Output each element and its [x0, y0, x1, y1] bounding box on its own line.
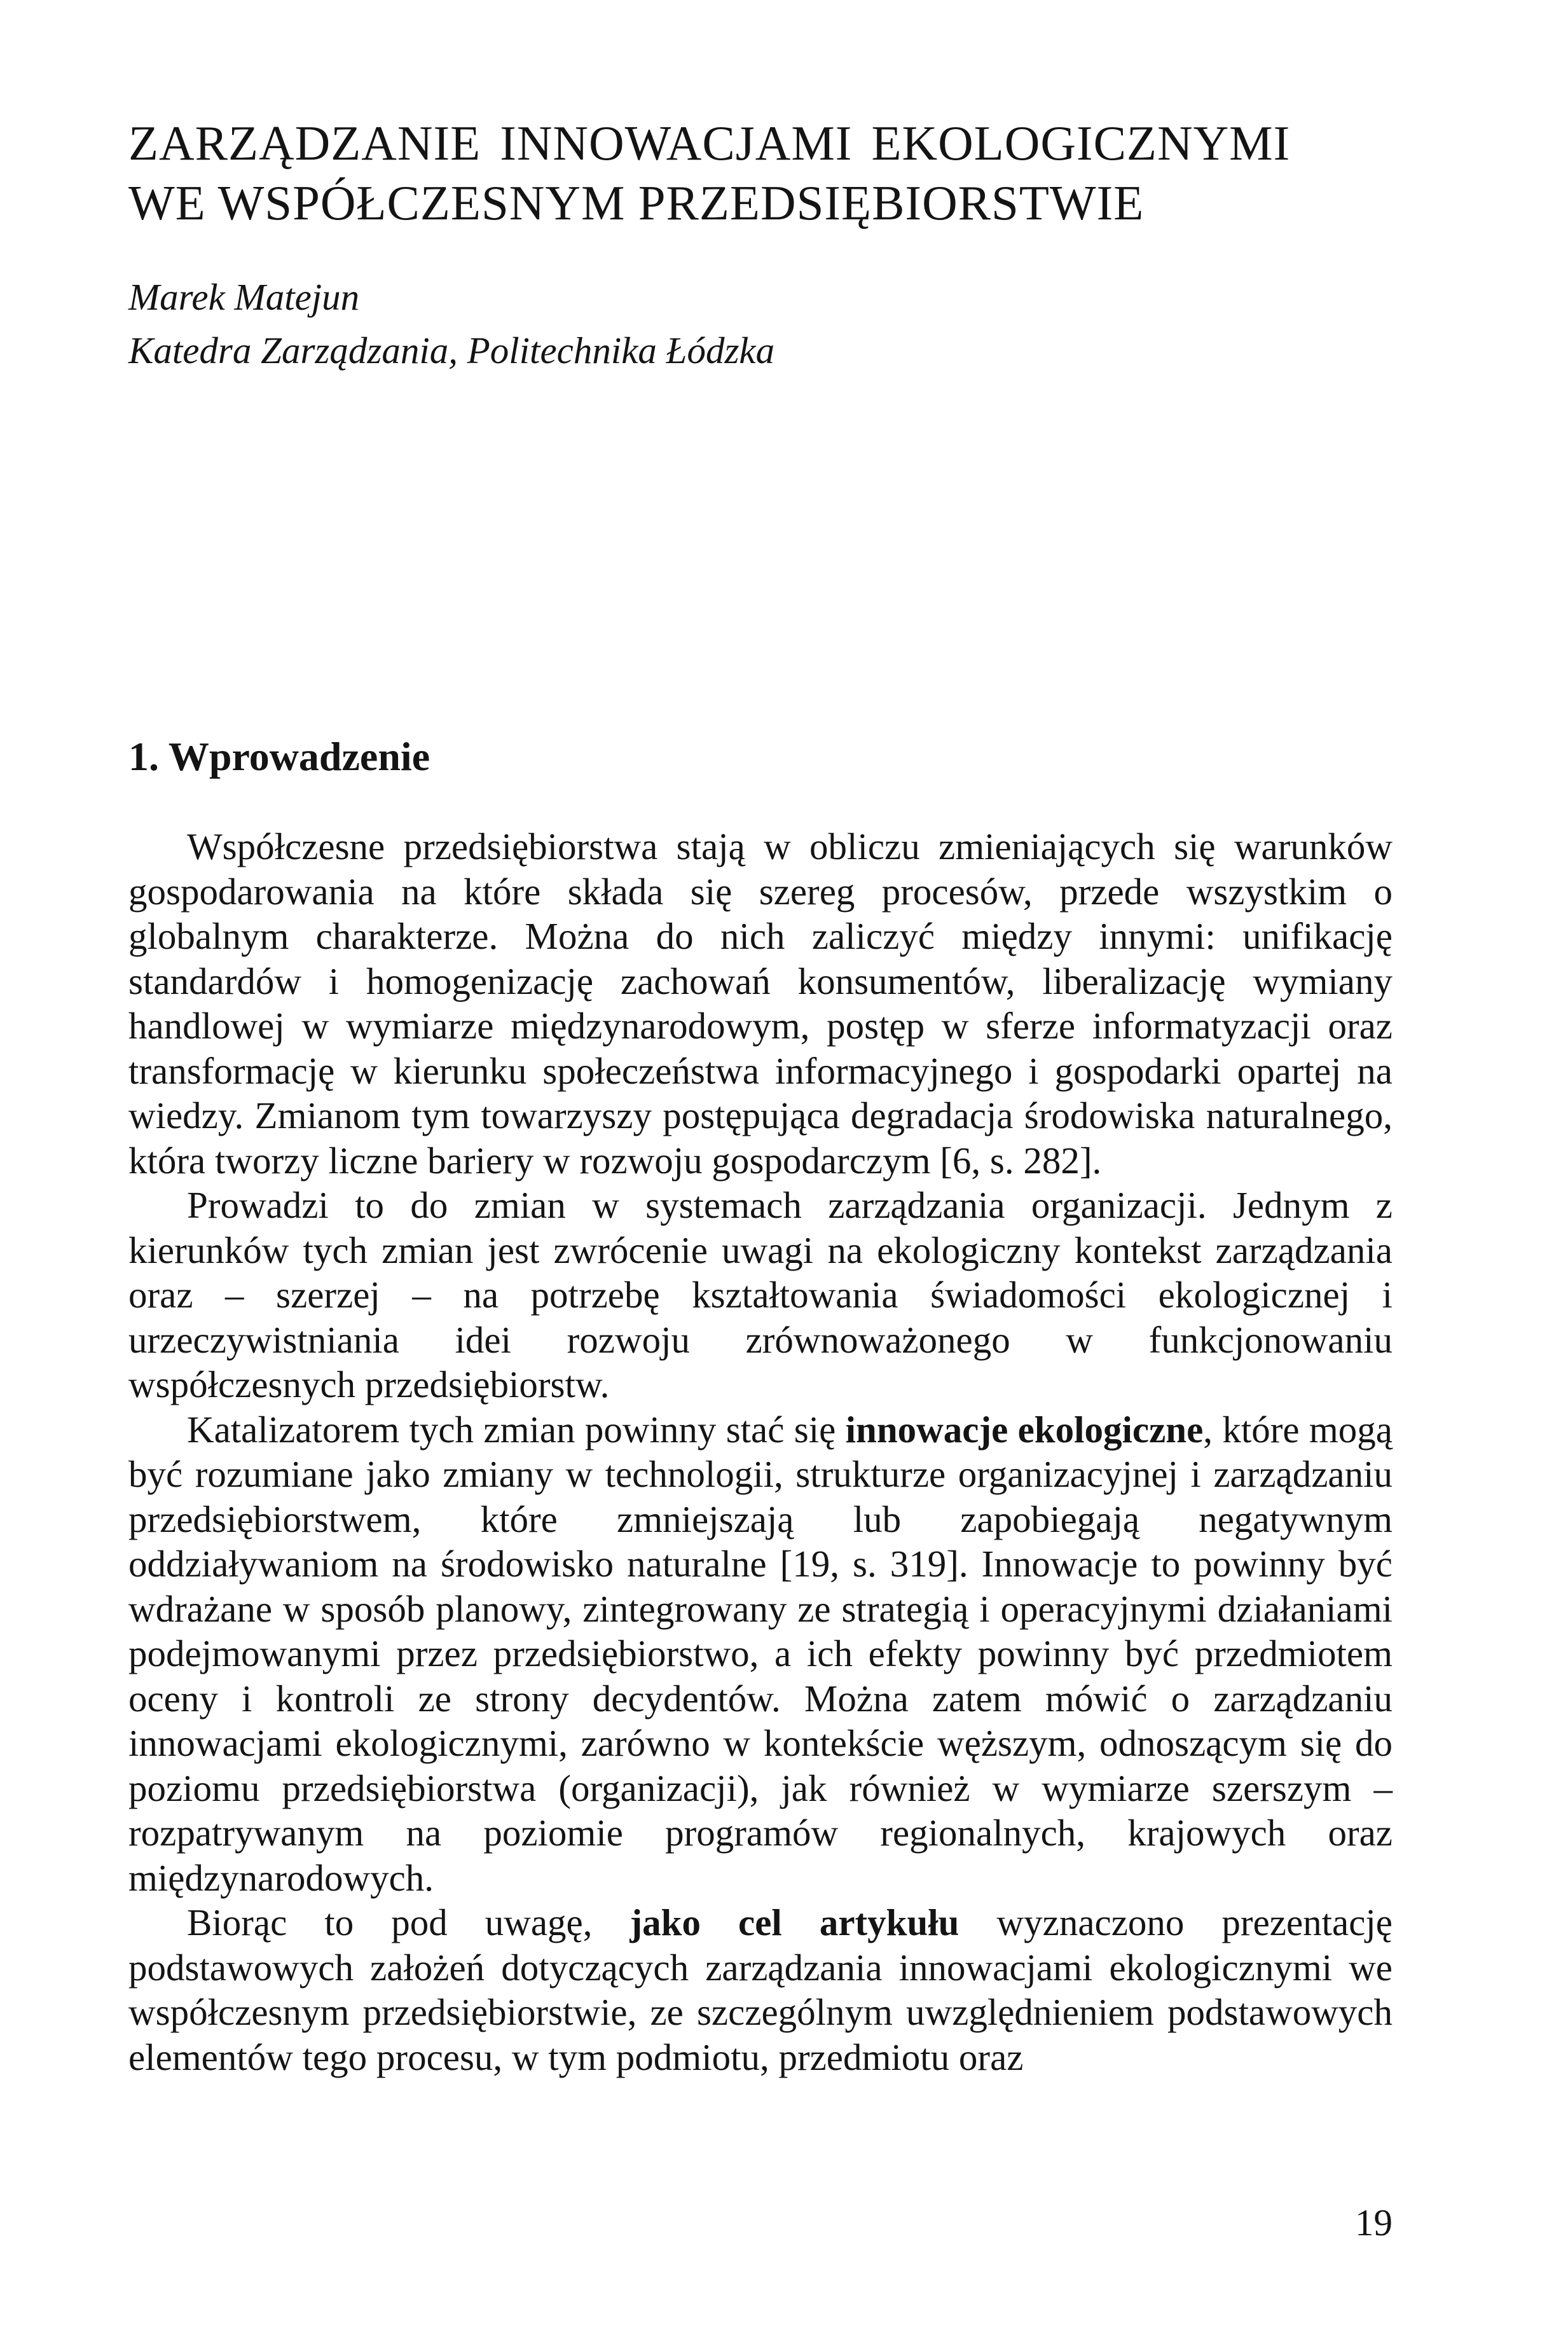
paragraph-4-bold-term: jako cel artykułu — [629, 1901, 959, 1943]
title-word: EKOLOGICZNYMI — [871, 116, 1291, 170]
paragraph-3 — [128, 1407, 1393, 1901]
paragraph-3-text-start: Katalizatorem tych zmian powinny stać się — [187, 1408, 846, 1451]
author-block — [128, 270, 774, 377]
paragraph-2: Prowadzi to do zmian w systemach zarządzania organizacji. Jednym z kierunków tych zmian jest zwrócenie uwagi na ekologiczny kontekst zarządzania oraz – szerzej – na potrzebę kształtowania świadomości ekologicznej i urzeczywistniania idei rozwoju zrównoważonego w funkcjonowaniu współczesnych przedsiębiorstw. — [128, 1184, 1393, 1405]
paragraph-4-text-end: wyznaczono prezentację podstawowych założeń dotyczących zarządzania innowacjami ekologicznymi we współczesnym przedsiębiorstwie, ze szczególnym uwzględnieniem podstawowych elementów tego procesu, w tym podmiotu, przedmiotu oraz — [128, 1901, 1393, 2078]
paragraph-1: Współczesne przedsiębiorstwa stają w obliczu zmieniających się warunków gospodarowania na które składa się szereg procesów, przede wszystkim o globalnym charakterze. Można do nich zaliczyć między innymi: unifikację standardów i homogenizację zachowań konsumentów, liberalizację wymiany handlowej w wymiarze międzynarodowym, postęp w sferze informatyzacji oraz transformację w kierunku społeczeństwa informacyjnego i gospodarki opartej na wiedzy. Zmianom tym towarzyszy postępująca degradacja środowiska naturalnego, która tworzy liczne bariery w rozwoju gospodarczym [6, s. 282]. — [128, 825, 1393, 1182]
body-text — [128, 824, 1393, 2079]
page-number: 19 — [1355, 2202, 1393, 2244]
paragraph-4-text-start: Biorąc to pod uwagę, — [187, 1901, 630, 1943]
paragraph-3-bold-term: innowacje ekologiczne — [845, 1408, 1204, 1451]
author-name: Marek Matejun — [128, 276, 360, 318]
title-word: ZARZĄDZANIE — [128, 116, 481, 170]
paragraph-4 — [128, 1900, 1393, 2079]
article-title-line-1 — [128, 113, 1400, 173]
article-title — [128, 113, 1400, 233]
paragraph-3-text-end: , które mogą być rozumiane jako zmiany w technologii, strukturze organizacyjnej i zarządzaniu przedsiębiorstwem, które zmniejszają lub zapobiegają negatywnym oddziaływaniom na środowisko naturalne [19, s. 319]. Innowacje to powinny być wdrażane w sposób planowy, zintegrowany ze strategią i operacyjnymi działaniami podejmowanymi przez przedsiębiorstwo, a ich efekty powinny być przedmiotem oceny i kontroli ze strony decydentów. Można zatem mówić o zarządzaniu innowacjami ekologicznymi, zarówno w kontekście węższym, odnoszącym się do poziomu przedsiębiorstwa (organizacji), jak również w wymiarze szerszym – rozpatrywanym na poziomie programów regionalnych, krajowych oraz międzynarodowych. — [128, 1408, 1393, 1899]
article-title-line-2: WE WSPÓŁCZESNYM PRZEDSIĘBIORSTWIE — [128, 176, 1145, 230]
title-word: INNOWACJAMI — [500, 116, 853, 170]
author-affiliation: Katedra Zarządzania, Politechnika Łódzka — [128, 329, 775, 371]
section-heading: 1. Wprowadzenie — [128, 734, 430, 779]
